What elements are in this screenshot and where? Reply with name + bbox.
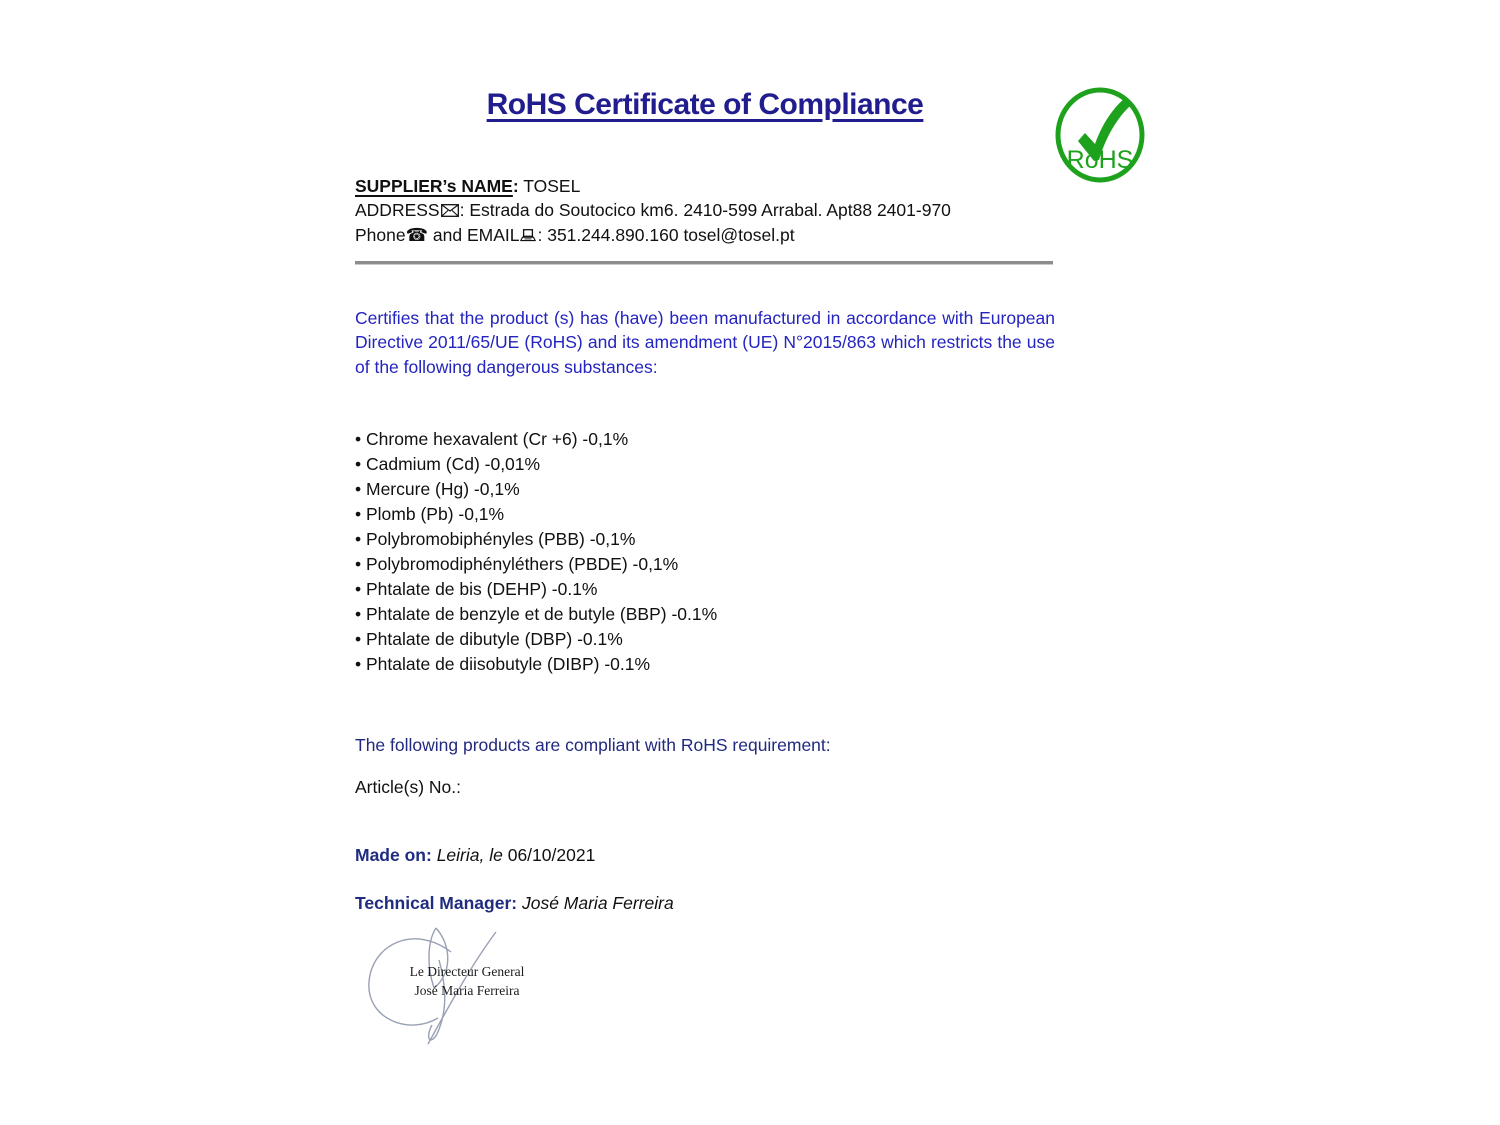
list-item: • Polybromobiphényles (PBB) -0,1% bbox=[355, 527, 1055, 552]
list-item: • Chrome hexavalent (Cr +6) -0,1% bbox=[355, 427, 1055, 452]
address-line bbox=[355, 198, 1055, 223]
list-item: • Cadmium (Cd) -0,01% bbox=[355, 452, 1055, 477]
rohs-check-badge-icon bbox=[1053, 84, 1149, 186]
address-value: : Estrada do Soutocico km6. 2410-599 Arrabal. Apt88 2401-970 bbox=[459, 200, 951, 220]
list-item: • Polybromodiphényléthers (PBDE) -0,1% bbox=[355, 552, 1055, 577]
computer-icon bbox=[520, 224, 536, 248]
list-item: • Phtalate de dibutyle (DBP) -0.1% bbox=[355, 627, 1055, 652]
supplier-name-label: SUPPLIER’s NAME bbox=[355, 176, 513, 196]
supplier-name-value: TOSEL bbox=[518, 176, 581, 196]
article-number-label: Article(s) No.: bbox=[355, 777, 461, 797]
and-email-label: and EMAIL bbox=[428, 225, 520, 245]
contact-value: : 351.244.890.160 tosel@tosel.pt bbox=[537, 225, 795, 245]
phone-email-line bbox=[355, 223, 1055, 248]
technical-manager-name: José Maria Ferreira bbox=[521, 893, 674, 913]
phone-label: Phone bbox=[355, 225, 406, 245]
substances-list bbox=[355, 427, 1055, 677]
telephone-icon: ☎ bbox=[405, 225, 429, 245]
page-title bbox=[355, 88, 1055, 122]
list-item: • Phtalate de benzyle et de butyle (BBP) -0.1% bbox=[355, 602, 1055, 627]
made-on-label: Made on: bbox=[355, 845, 432, 865]
signature-name: José Maria Ferreira bbox=[414, 983, 520, 998]
made-on-place: Leiria, le bbox=[436, 845, 503, 865]
compliance-statement: The following products are compliant with RoHS requirement: bbox=[355, 735, 831, 755]
list-item: • Plomb (Pb) -0,1% bbox=[355, 502, 1055, 527]
divider bbox=[355, 261, 1053, 265]
made-on-line bbox=[355, 845, 1055, 866]
signature-title: Le Directeur General bbox=[409, 964, 525, 979]
signature-text bbox=[392, 962, 542, 1000]
list-item: • Phtalate de bis (DEHP) -0.1% bbox=[355, 577, 1055, 602]
certification-paragraph: Certifies that the product (s) has (have) been manufactured in accordance with European Directive 2011/65/UE (RoHS) and its amendment (UE) N°2015/863 which restricts the use of the following dangerous substances: bbox=[355, 308, 1055, 377]
page-title-text: RoHS Certificate of Compliance bbox=[486, 88, 924, 121]
list-item: • Phtalate de diisobutyle (DIBP) -0.1% bbox=[355, 652, 1055, 677]
supplier-name-line bbox=[355, 174, 1055, 198]
supplier-block bbox=[355, 174, 1055, 248]
made-on-date: 06/10/2021 bbox=[507, 845, 596, 865]
signature bbox=[356, 922, 566, 1062]
technical-manager-line bbox=[355, 893, 1055, 914]
supplier-name-sep: : bbox=[512, 176, 519, 196]
list-item: • Mercure (Hg) -0,1% bbox=[355, 477, 1055, 502]
rohs-logo bbox=[1053, 84, 1149, 186]
envelope-icon bbox=[441, 199, 459, 223]
svg-text:RoHS: RoHS bbox=[1066, 146, 1134, 174]
technical-manager-label: Technical Manager: bbox=[355, 893, 518, 913]
address-label: ADDRESS bbox=[355, 200, 440, 220]
